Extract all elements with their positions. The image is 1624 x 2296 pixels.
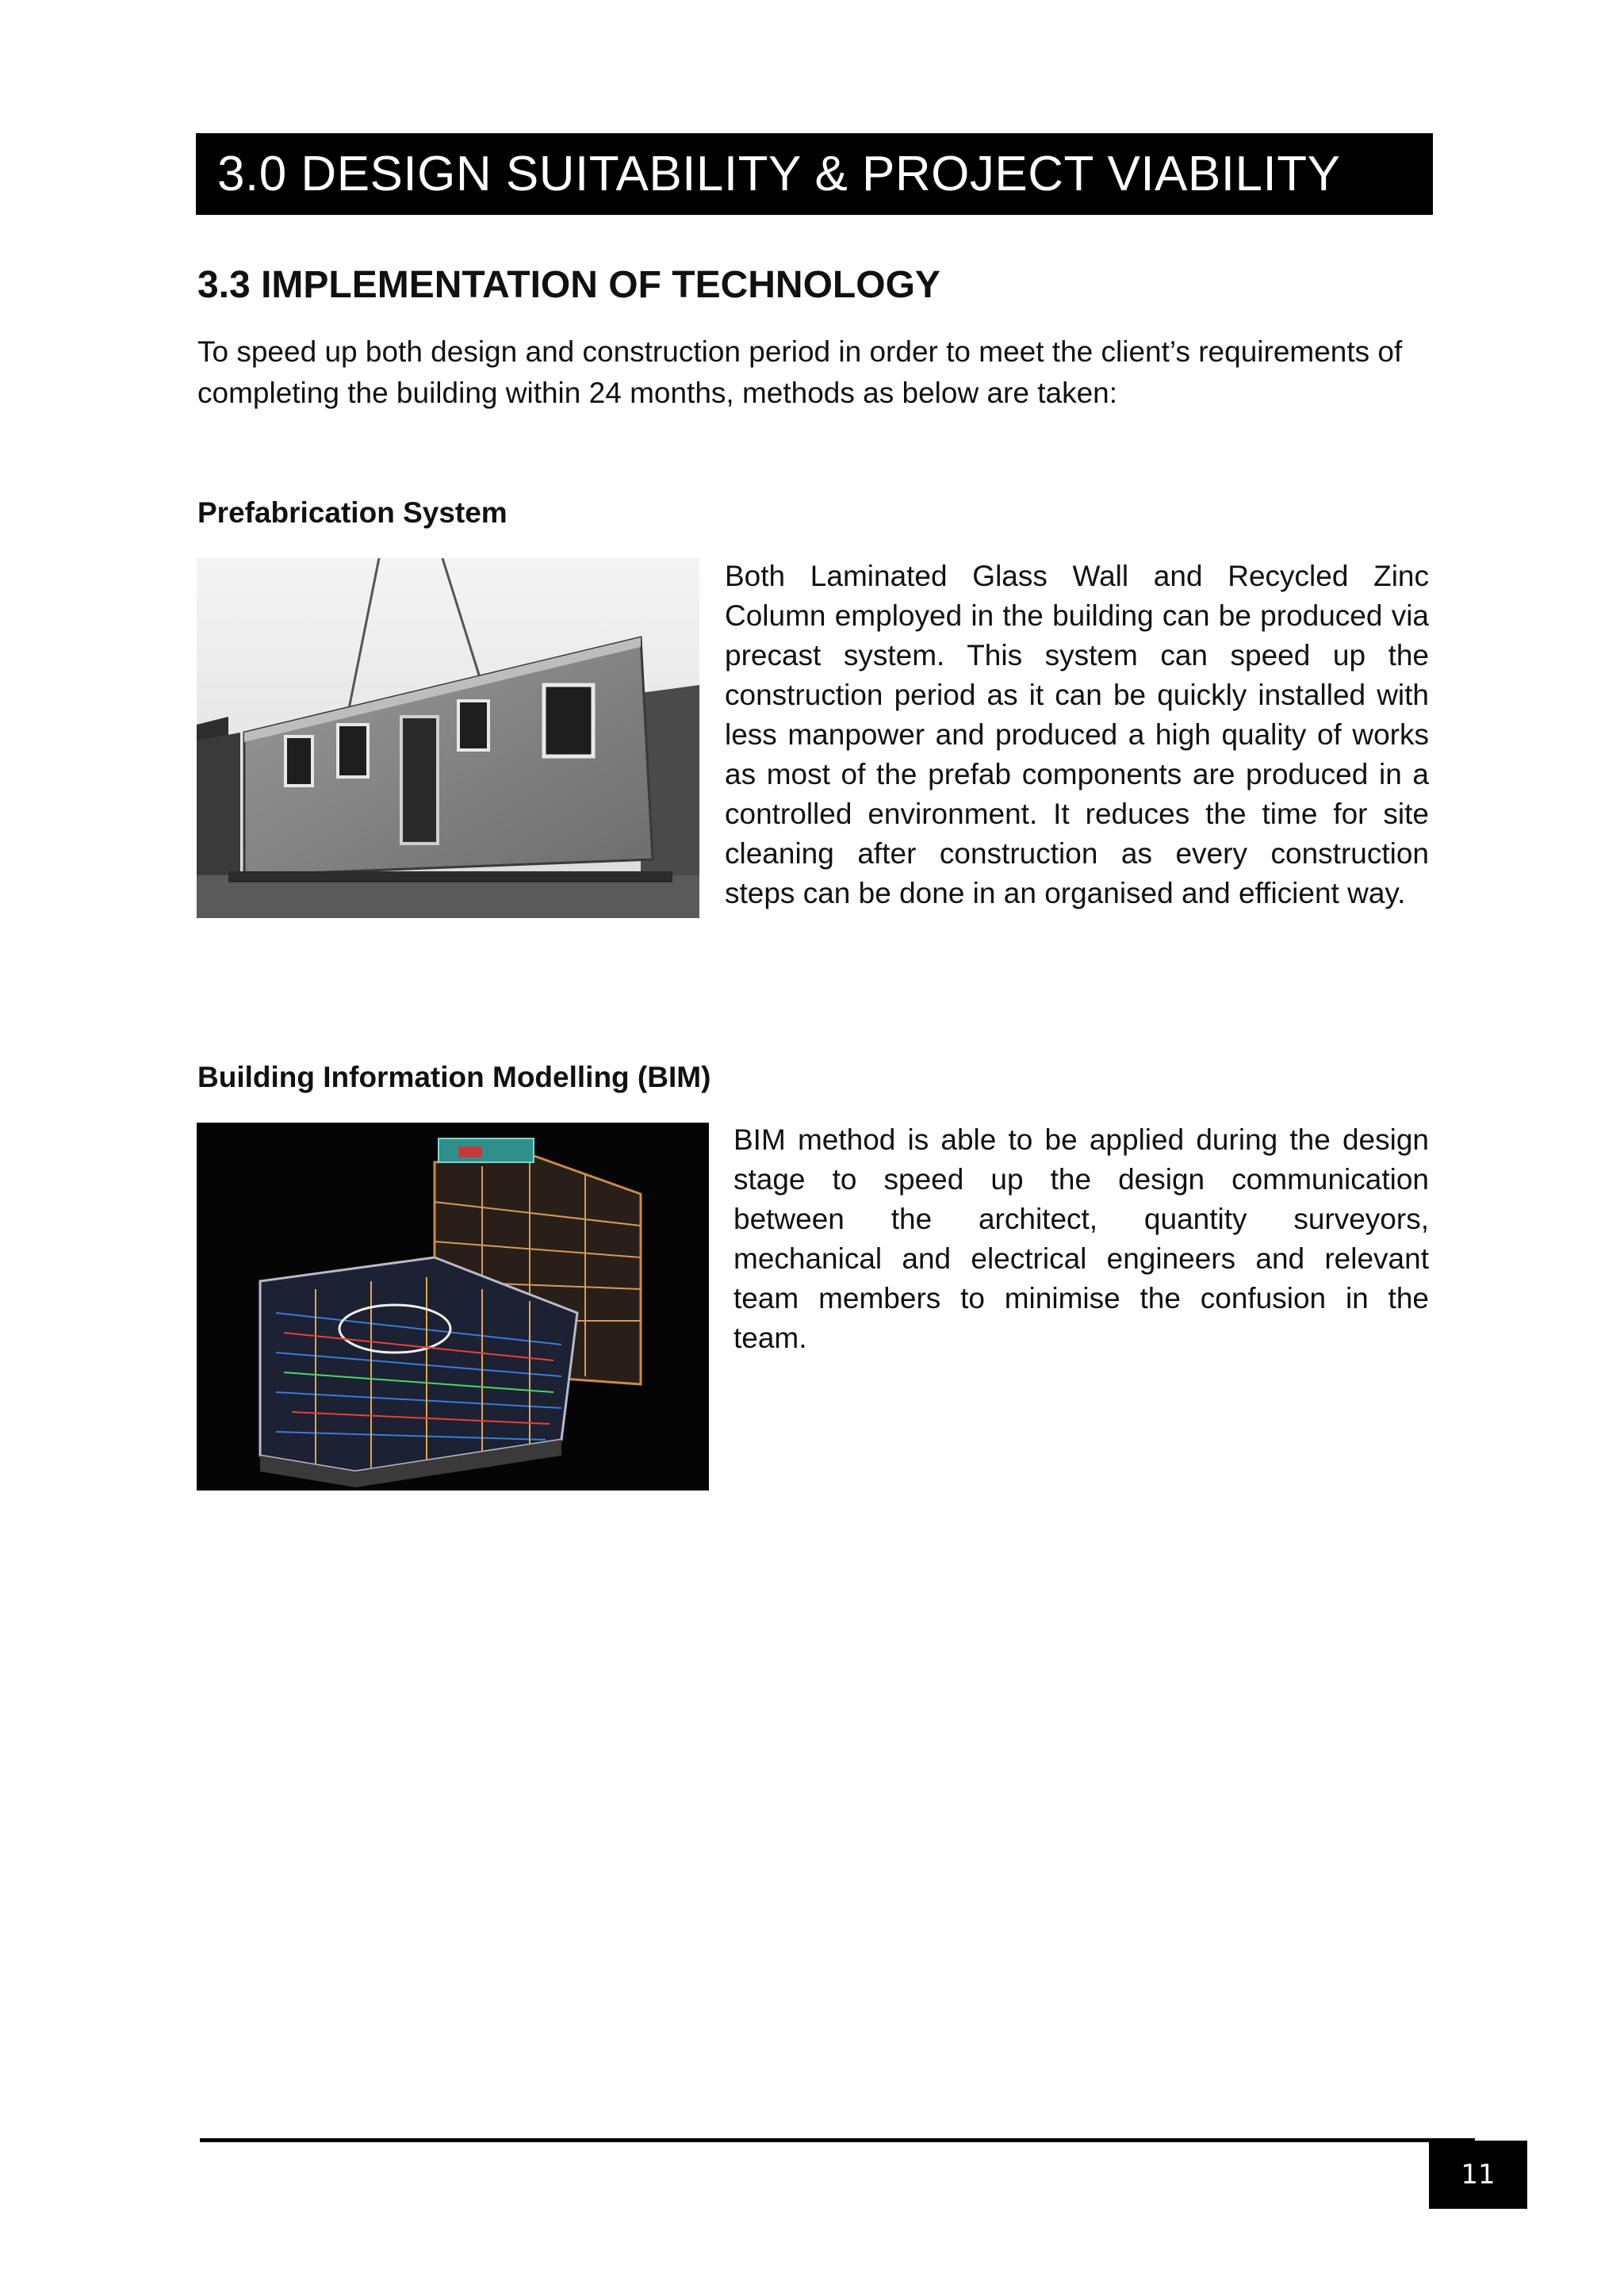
- intro-paragraph: To speed up both design and construction period in order to meet the client’s requirements of completing the building within 24 months, methods as below are taken:: [197, 335, 1403, 409]
- chapter-banner: [196, 133, 1433, 215]
- prefab-heading: Prefabrication System: [197, 496, 508, 529]
- bim-heading: Building Information Modelling (BIM): [197, 1061, 711, 1093]
- page-number-box: [1429, 2141, 1527, 2209]
- bim-image: [197, 1123, 709, 1490]
- section-heading: 3.3 IMPLEMENTATION OF TECHNOLOGY: [197, 264, 940, 306]
- bim-description: BIM method is able to be applied during the design stage to speed up the design communication between the architect, quantity surveyors, mechanical and electrical engineers and relevant team members to minimise the confusion in the team.: [733, 1123, 1429, 1354]
- prefab-photo: [197, 558, 699, 918]
- prefab-wall-lift-photo-icon: [197, 558, 699, 918]
- chapter-title: 3.0 DESIGN SUITABILITY & PROJECT VIABILITY: [217, 146, 1341, 201]
- footer-divider: [200, 2138, 1475, 2142]
- page-number: 11: [1461, 2159, 1496, 2191]
- prefab-description: Both Laminated Glass Wall and Recycled Zinc Column employed in the building can be produced via precast system. This system can speed up the construction period as it can be quickly installed with less manpower and produced a high quality of works as most of the prefab components are produced in a controlled environment. It reduces the time for site cleaning after construction as every construction steps can be done in an organised and efficient way.: [725, 560, 1429, 909]
- bim-building-model-render-icon: [197, 1123, 709, 1490]
